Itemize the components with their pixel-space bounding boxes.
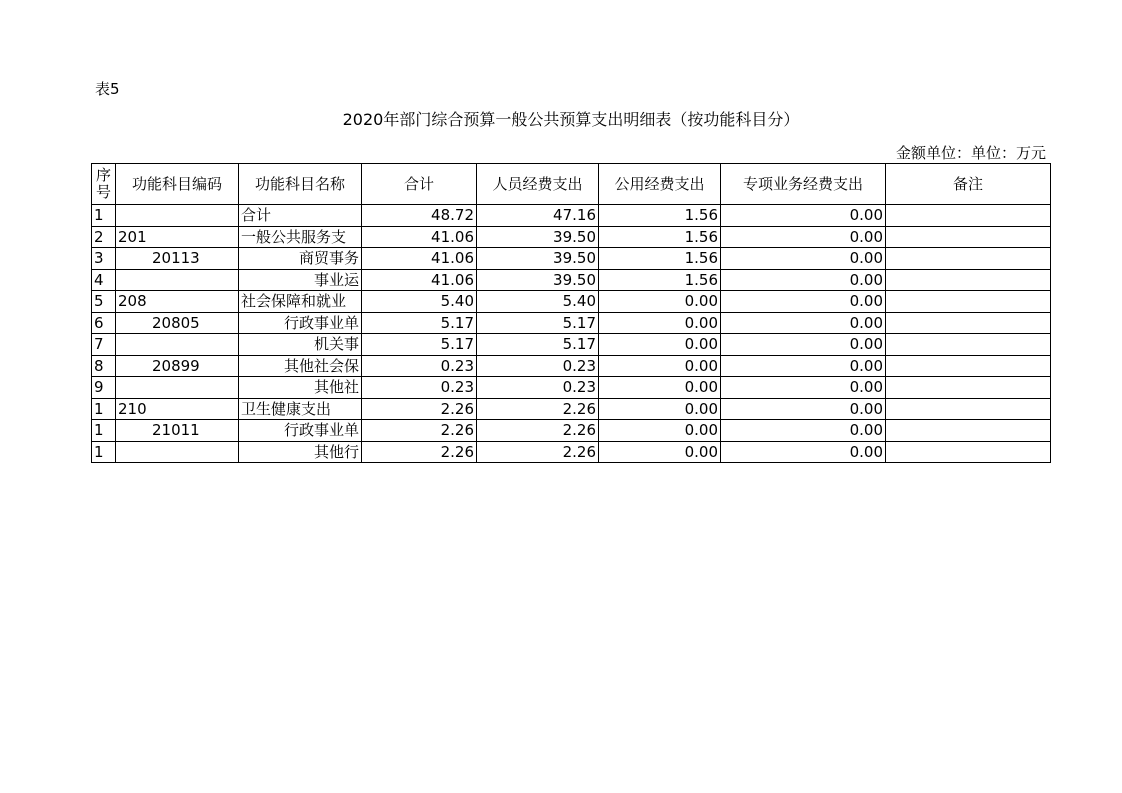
cell-note xyxy=(886,398,1051,420)
cell-name: 卫生健康支出 xyxy=(239,398,362,420)
cell-name: 事业运 xyxy=(239,269,362,291)
cell-personnel: 5.17 xyxy=(477,334,599,356)
cell-name: 一般公共服务支 xyxy=(239,226,362,248)
cell-total: 41.06 xyxy=(362,269,477,291)
cell-name: 其他行 xyxy=(239,441,362,463)
cell-note xyxy=(886,377,1051,399)
cell-total: 2.26 xyxy=(362,398,477,420)
cell-code: 208 xyxy=(116,291,239,313)
table-number: 表5 xyxy=(95,80,120,98)
cell-personnel: 5.40 xyxy=(477,291,599,313)
cell-seq: 1 xyxy=(92,398,116,420)
cell-code: 20113 xyxy=(116,248,239,270)
cell-total: 0.23 xyxy=(362,377,477,399)
cell-code xyxy=(116,205,239,227)
cell-code: 20899 xyxy=(116,355,239,377)
cell-code xyxy=(116,377,239,399)
cell-personnel: 39.50 xyxy=(477,269,599,291)
header-special: 专项业务经费支出 xyxy=(721,164,886,205)
cell-total: 0.23 xyxy=(362,355,477,377)
header-personnel: 人员经费支出 xyxy=(477,164,599,205)
cell-public: 1.56 xyxy=(599,269,721,291)
table-row xyxy=(92,441,1051,463)
cell-seq: 9 xyxy=(92,377,116,399)
cell-note xyxy=(886,312,1051,334)
cell-public: 1.56 xyxy=(599,205,721,227)
cell-name: 合计 xyxy=(239,205,362,227)
cell-note xyxy=(886,248,1051,270)
table-row xyxy=(92,205,1051,227)
cell-name: 机关事 xyxy=(239,334,362,356)
cell-note xyxy=(886,205,1051,227)
cell-personnel: 2.26 xyxy=(477,398,599,420)
cell-note xyxy=(886,355,1051,377)
cell-special: 0.00 xyxy=(721,441,886,463)
cell-note xyxy=(886,441,1051,463)
cell-seq: 2 xyxy=(92,226,116,248)
cell-public: 0.00 xyxy=(599,377,721,399)
cell-special: 0.00 xyxy=(721,420,886,442)
budget-expenditure-table xyxy=(91,163,1051,463)
cell-special: 0.00 xyxy=(721,398,886,420)
cell-name: 其他社 xyxy=(239,377,362,399)
cell-total: 5.17 xyxy=(362,312,477,334)
cell-seq: 1 xyxy=(92,205,116,227)
cell-personnel: 39.50 xyxy=(477,248,599,270)
cell-seq: 1 xyxy=(92,441,116,463)
cell-seq: 7 xyxy=(92,334,116,356)
cell-special: 0.00 xyxy=(721,312,886,334)
cell-public: 0.00 xyxy=(599,441,721,463)
document-title: 2020年部门综合预算一般公共预算支出明细表（按功能科目分） xyxy=(342,110,800,129)
table-row xyxy=(92,334,1051,356)
cell-special: 0.00 xyxy=(721,334,886,356)
cell-personnel: 2.26 xyxy=(477,420,599,442)
cell-special: 0.00 xyxy=(721,269,886,291)
table-row xyxy=(92,291,1051,313)
cell-name: 社会保障和就业 xyxy=(239,291,362,313)
cell-name: 行政事业单 xyxy=(239,312,362,334)
header-seq: 序号 xyxy=(92,164,116,205)
cell-note xyxy=(886,420,1051,442)
cell-personnel: 2.26 xyxy=(477,441,599,463)
cell-seq: 6 xyxy=(92,312,116,334)
header-total: 合计 xyxy=(362,164,477,205)
cell-personnel: 39.50 xyxy=(477,226,599,248)
cell-total: 5.17 xyxy=(362,334,477,356)
cell-public: 0.00 xyxy=(599,420,721,442)
cell-note xyxy=(886,226,1051,248)
cell-personnel: 5.17 xyxy=(477,312,599,334)
cell-seq: 5 xyxy=(92,291,116,313)
table-row xyxy=(92,377,1051,399)
cell-special: 0.00 xyxy=(721,226,886,248)
table-row xyxy=(92,398,1051,420)
cell-public: 0.00 xyxy=(599,355,721,377)
cell-special: 0.00 xyxy=(721,377,886,399)
cell-name: 商贸事务 xyxy=(239,248,362,270)
cell-total: 2.26 xyxy=(362,441,477,463)
cell-public: 1.56 xyxy=(599,248,721,270)
table-row xyxy=(92,355,1051,377)
cell-public: 1.56 xyxy=(599,226,721,248)
cell-note xyxy=(886,269,1051,291)
table-row xyxy=(92,226,1051,248)
cell-special: 0.00 xyxy=(721,291,886,313)
cell-public: 0.00 xyxy=(599,291,721,313)
cell-total: 5.40 xyxy=(362,291,477,313)
table-row xyxy=(92,248,1051,270)
cell-seq: 1 xyxy=(92,420,116,442)
cell-seq: 3 xyxy=(92,248,116,270)
cell-total: 48.72 xyxy=(362,205,477,227)
table-row xyxy=(92,312,1051,334)
cell-code xyxy=(116,269,239,291)
cell-personnel: 0.23 xyxy=(477,355,599,377)
header-public: 公用经费支出 xyxy=(599,164,721,205)
table-row xyxy=(92,269,1051,291)
cell-public: 0.00 xyxy=(599,398,721,420)
cell-public: 0.00 xyxy=(599,334,721,356)
cell-note xyxy=(886,291,1051,313)
cell-special: 0.00 xyxy=(721,205,886,227)
cell-code: 21011 xyxy=(116,420,239,442)
cell-note xyxy=(886,334,1051,356)
table-row xyxy=(92,420,1051,442)
header-row xyxy=(92,164,1051,205)
cell-total: 2.26 xyxy=(362,420,477,442)
cell-name: 其他社会保 xyxy=(239,355,362,377)
header-name: 功能科目名称 xyxy=(239,164,362,205)
cell-total: 41.06 xyxy=(362,248,477,270)
header-note: 备注 xyxy=(886,164,1051,205)
cell-personnel: 47.16 xyxy=(477,205,599,227)
cell-seq: 4 xyxy=(92,269,116,291)
cell-name: 行政事业单 xyxy=(239,420,362,442)
cell-special: 0.00 xyxy=(721,355,886,377)
cell-seq: 8 xyxy=(92,355,116,377)
cell-code: 201 xyxy=(116,226,239,248)
cell-code: 210 xyxy=(116,398,239,420)
cell-public: 0.00 xyxy=(599,312,721,334)
cell-code: 20805 xyxy=(116,312,239,334)
amount-unit-label: 金额单位：单位：万元 xyxy=(895,144,1046,162)
header-code: 功能科目编码 xyxy=(116,164,239,205)
cell-code xyxy=(116,334,239,356)
cell-special: 0.00 xyxy=(721,248,886,270)
cell-code xyxy=(116,441,239,463)
cell-personnel: 0.23 xyxy=(477,377,599,399)
cell-total: 41.06 xyxy=(362,226,477,248)
